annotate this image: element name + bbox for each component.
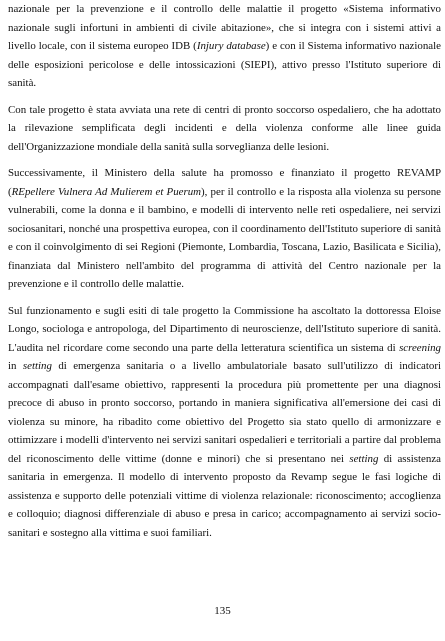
text-run: in: [8, 360, 23, 372]
paragraph: [8, 164, 441, 294]
paragraph: [8, 0, 441, 93]
text-run: ) e con il Sistema informativo nazionale delle esposizioni pericolose e delle intossicazioni (SIEPI), attivo presso l'Istituto superiore di sanità.: [8, 40, 441, 89]
text-run: di emergenza sanitaria o a livello ambulatoriale basato sull'utilizzo di indicatori accompagnati dall'esame obiettivo, rappresenti la procedura più promettente per una diagnosi precoce di abuso in pronto soccorso, portando in maniera significativa all'emersione dei casi di violenza su minore, ha ribadito come obiettivo del Progetto sia stato quello di armonizzare e ottimizzare i modelli d'intervento nei servizi sanitari ospedalieri e territoriali a partire dal problema del riconoscimento delle vittime (donne e minori) che si presentano nei: [8, 360, 441, 465]
italic-text: Injury database: [196, 40, 266, 52]
page-number: 135: [214, 605, 231, 617]
text-run: Sul funzionamento e sugli esiti di tale progetto la Commissione ha ascoltato la dottoressa Eloise Longo, sociologa e antropologa, del Dipartimento di neuroscienze, dell'Istituto superiore di sanità. L'audita nel ricordare come secondo una parte della letteratura scientifica un sistema di: [8, 304, 441, 354]
paragraph: [8, 101, 441, 157]
text-run: di assistenza sanitaria in emergenza. Il modello di intervento proposto da Revamp segue le fasi logiche di assistenza e supporto delle potenziali vittime di violenza relazionale: riconoscimento; accoglienza e colloquio; diagnosi differenziale di abuso e presa in carico; accompagnamento ai servizi socio-sanitari e sostegno alla vittima e suoi familiari.: [8, 452, 442, 539]
text-run: ), per il controllo e la risposta alla violenza su persone vulnerabili, come la donna e il bambino, e modelli di intervento nelle reti ospedaliere, nei servizi sociosanitari, nonché una prospettiva europea, con il coordinamento dell'Istituto superiore di sanità e con il coinvolgimento di sei Regioni (Piemonte, Lombardia, Toscana, Lazio, Basilicata e Sicilia), finanziata dal Ministero nell'ambito del programma di attività del Centro nazionale per la prevenzione e il controllo delle malattie.: [8, 185, 441, 290]
text-run: nazionale per la prevenzione e il controllo delle malattie il progetto «Sistema informativo nazionale sugli infortuni in ambienti di civile abitazione», che si integra con i sistemi attivi a livello locale, con il sistema europeo IDB (: [8, 3, 441, 52]
paragraph: [8, 302, 441, 543]
italic-text: screening: [399, 341, 441, 354]
text-run: Con tale progetto è stata avviata una rete di centri di pronto soccorso ospedaliero, che ha adottato la rilevazione semplificata degli incidenti e della violenza conforme alle linee guida dell'Organizzazione mondiale della sanità sulla sorveglianza delle lesioni.: [8, 103, 441, 153]
italic-text: setting: [349, 452, 379, 465]
document-body: [8, 0, 441, 550]
text-run: Successivamente, il Ministero della salute ha promosso e finanziato il progetto REVAMP (: [8, 167, 441, 198]
italic-text: REpellere Vulnera Ad Mulierem et Puerum: [11, 185, 202, 198]
italic-text: setting: [22, 360, 52, 372]
